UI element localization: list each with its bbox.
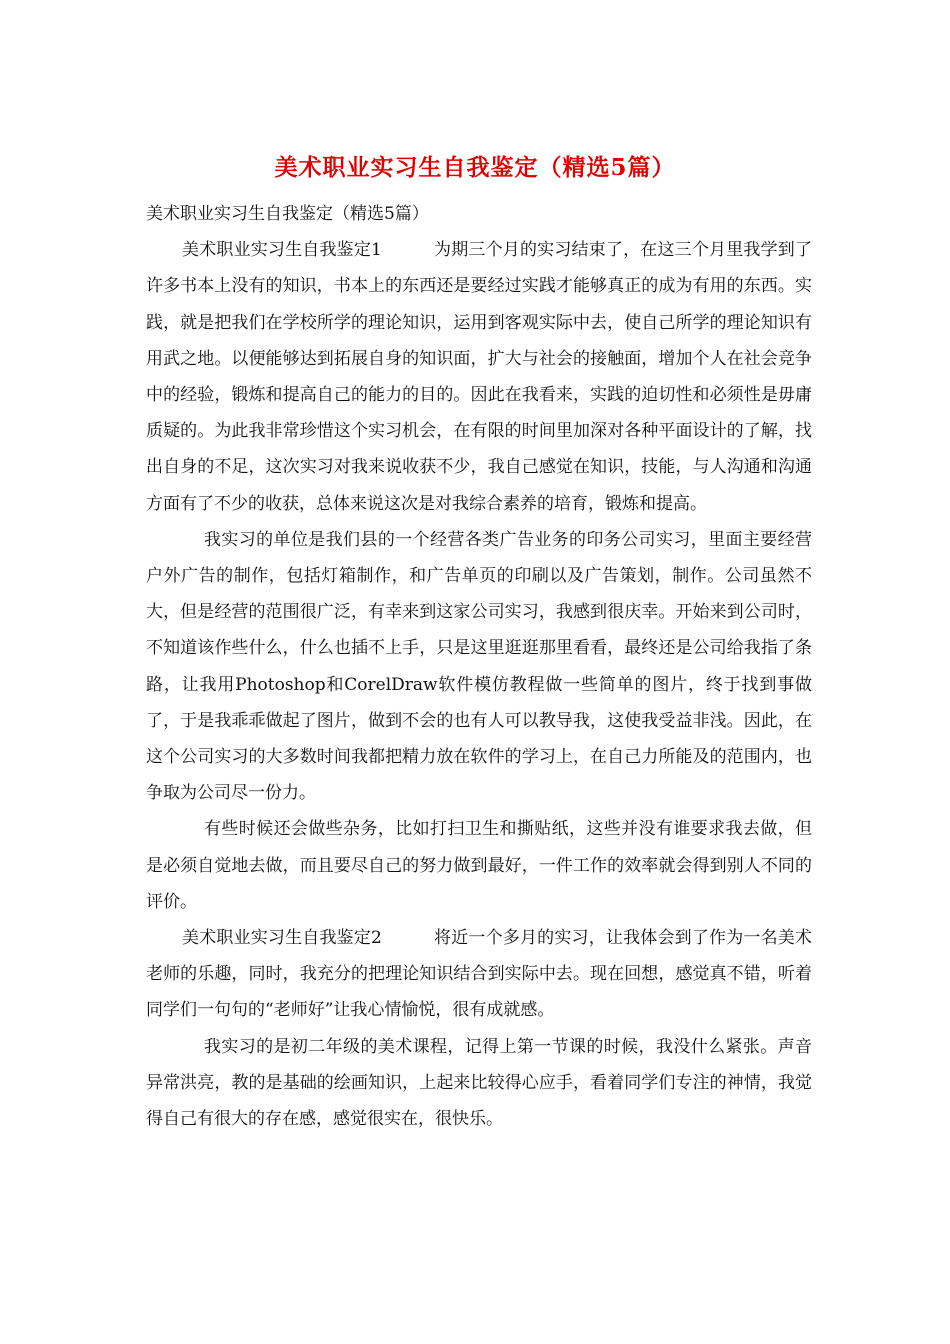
section-1-lead-paragraph [146, 232, 812, 522]
document-subtitle: 美术职业实习生自我鉴定（精选5篇） [146, 204, 429, 224]
section-1-lead-text: 为期三个月的实习结束了，在这三个月里我学到了许多书本上没有的知识，书本上的东西还是要经过实践才能够真正的成为有用的东西。实践，就是把我们在学校所学的理论知识，运用到客观实际中去，使自己所学的理论知识有用武之地。以便能够达到拓展自身的知识面，扩大与社会的接触面，增加个人在社会竞争中的经验，锻炼和提高自己的能力的目的。因此在我看来，实践的迫切性和必须性是毋庸质疑的。为此我非常珍惜这个实习机会，在有限的时间里加深对各种平面设计的了解，找出自身的不足，这次实习对我来说收获不少，我自己感觉在知识，技能，与人沟通和沟通方面有了不少的收获，总体来说这次是对我综合素养的培育，锻炼和提高。 [146, 240, 812, 514]
section-2-paragraph-1: 我实习的是初二年级的美术课程，记得上第一节课的时候，我没什么紧张。声音异常洪亮，教的是基础的绘画知识，上起来比较得心应手，看着同学们专注的神情，我觉得自己有很大的存在感，感觉很实在，很快乐。 [146, 1036, 812, 1130]
section-1-paragraph-2: 有些时候还会做些杂务，比如打扫卫生和撕贴纸，这些并没有谁要求我去做，但是必须自觉地去做，而且要尽自己的努力做到最好，一件工作的效率就会得到别人不同的评价。 [146, 819, 812, 912]
section-2-lead-text: 将近一个多月的实习，让我体会到了作为一名美术老师的乐趣，同时，我充分的把理论知识结合到实际中去。现在回想，感觉真不错，听着同学们一句句的“老师好”让我心情愉悦，很有成就感。 [146, 928, 812, 1021]
section-1-heading: 美术职业实习生自我鉴定1 [182, 240, 382, 261]
section-1-paragraph-1: 我实习的单位是我们县的一个经营各类广告业务的印务公司实习，里面主要经营户外广告的制作，包括灯箱制作，和广告单页的印刷以及广告策划，制作。公司虽然不大，但是经营的范围很广泛，有幸来到这家公司实习，我感到很庆幸。开始来到公司时，不知道该作些什么，什么也插不上手，只是这里逛逛那里看看，最终还是公司给我指了条路，让我用Photoshop和CorelDraw软件模仿教程做一些简单的图片，终于找到事做了，于是我乖乖做起了图片，做到不会的也有人可以教导我，这使我受益非浅。因此，在这个公司实习的大多数时间我都把精力放在软件的学习上，在自己力所能及的范围内，也争取为公司尽一份力。 [146, 529, 812, 804]
section-2-heading: 美术职业实习生自我鉴定2 [182, 928, 382, 949]
section-2-lead-paragraph [146, 920, 812, 1029]
document-title: 美术职业实习生自我鉴定（精选5篇） [274, 154, 676, 181]
document-body [146, 196, 812, 1137]
